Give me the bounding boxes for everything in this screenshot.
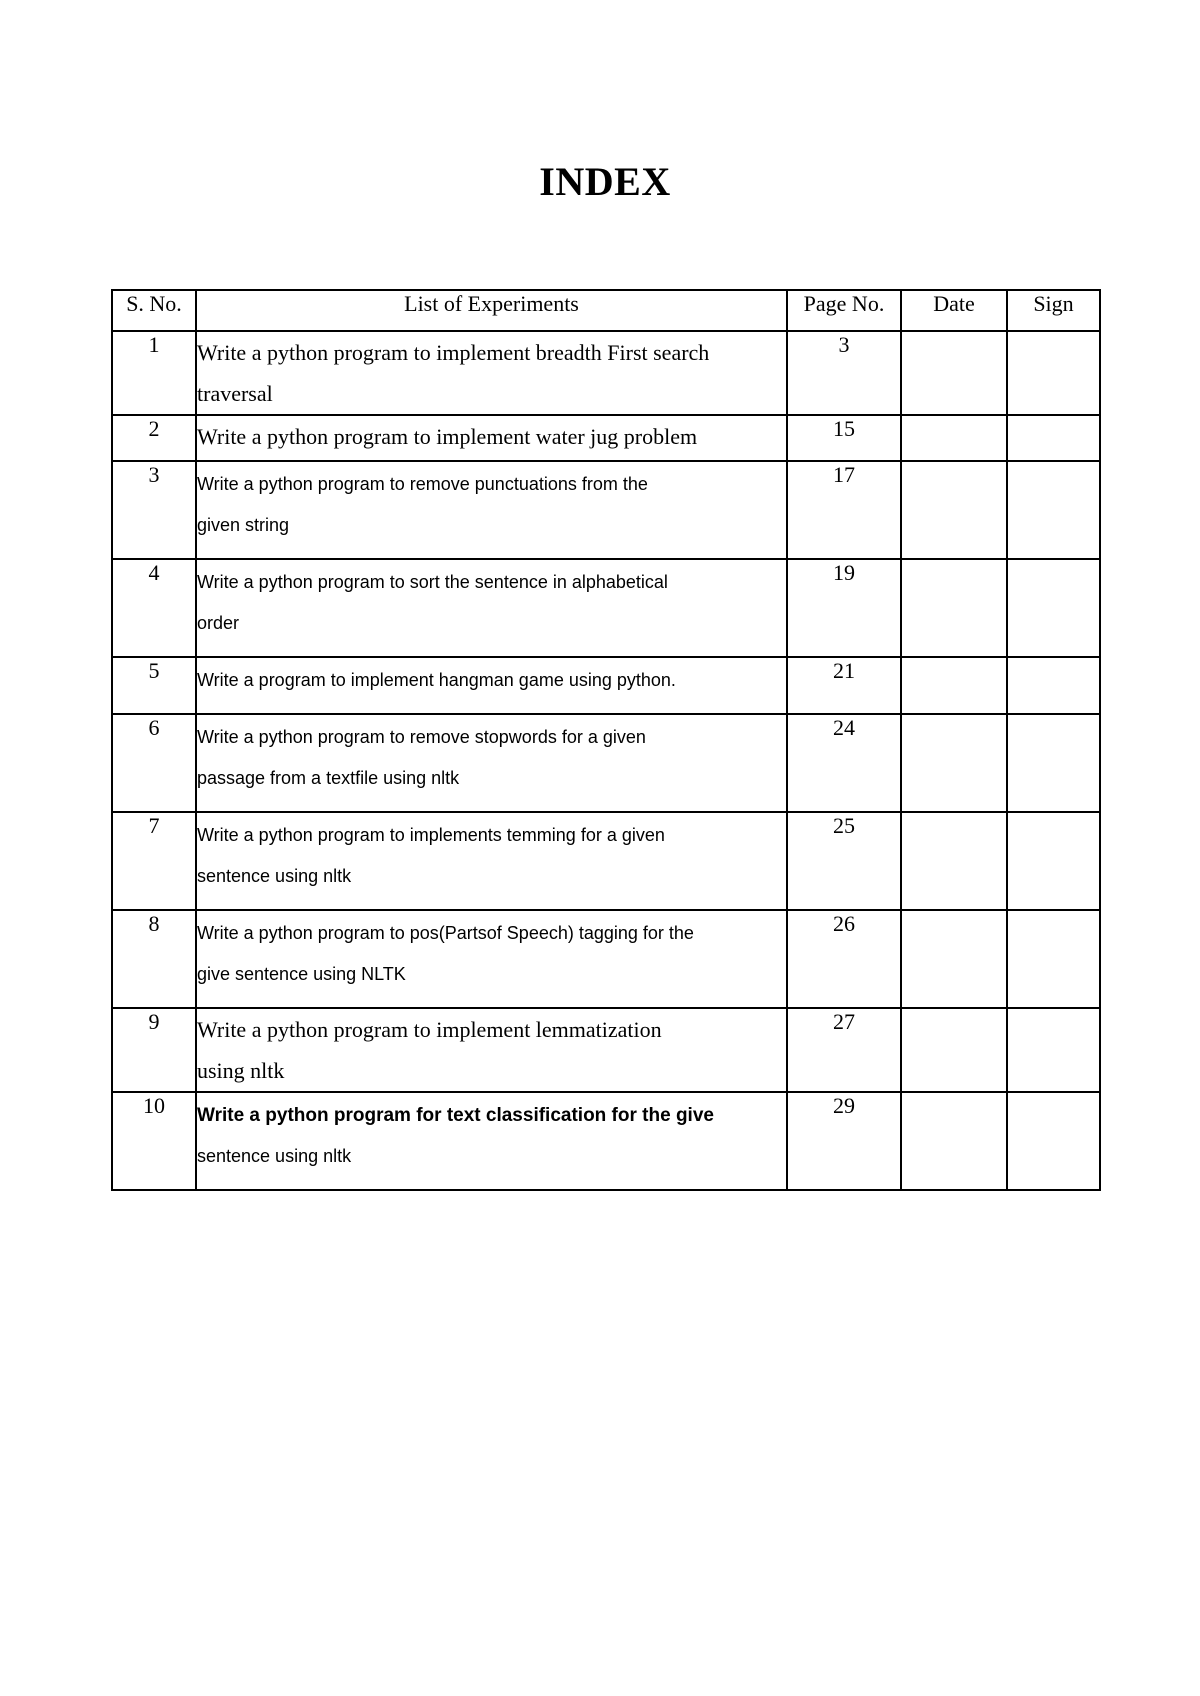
experiment-line: order <box>197 613 240 633</box>
row-experiment <box>196 910 787 1008</box>
experiment-line: Write a python program to remove punctuations from the <box>197 474 648 494</box>
row-page-no: 15 <box>787 415 901 461</box>
row-experiment <box>196 559 787 657</box>
row-page-no: 19 <box>787 559 901 657</box>
row-sign[interactable] <box>1007 714 1100 812</box>
row-page-no: 21 <box>787 657 901 714</box>
experiment-line: passage from a textfile using nltk <box>197 768 460 788</box>
table-row <box>112 812 1100 910</box>
row-experiment <box>196 415 787 461</box>
row-sno: 6 <box>112 714 196 812</box>
row-page-no: 3 <box>787 331 901 415</box>
table-header-row <box>112 290 1100 331</box>
row-sno: 7 <box>112 812 196 910</box>
table-row <box>112 714 1100 812</box>
row-date[interactable] <box>901 1092 1007 1190</box>
experiment-line: give sentence using NLTK <box>197 964 406 984</box>
experiment-line: Write a python program to implement breadth First search <box>197 340 710 365</box>
table-row <box>112 415 1100 461</box>
row-experiment <box>196 1092 787 1190</box>
table-row <box>112 331 1100 415</box>
row-page-no: 27 <box>787 1008 901 1092</box>
row-date[interactable] <box>901 910 1007 1008</box>
experiment-line: traversal <box>197 381 273 406</box>
row-sign[interactable] <box>1007 1092 1100 1190</box>
row-sign[interactable] <box>1007 415 1100 461</box>
row-sign[interactable] <box>1007 657 1100 714</box>
row-experiment <box>196 812 787 910</box>
row-date[interactable] <box>901 714 1007 812</box>
row-sno: 1 <box>112 331 196 415</box>
row-experiment <box>196 657 787 714</box>
table-row <box>112 1092 1100 1190</box>
table-row <box>112 657 1100 714</box>
row-experiment <box>196 331 787 415</box>
experiment-line: Write a program to implement hangman game using python. <box>197 670 676 690</box>
row-sno: 2 <box>112 415 196 461</box>
experiment-line: Write a python program to pos(Partsof Speech) tagging for the <box>197 923 694 943</box>
header-experiments: List of Experiments <box>196 290 787 331</box>
header-sno: S. No. <box>112 290 196 331</box>
row-experiment <box>196 1008 787 1092</box>
row-page-no: 25 <box>787 812 901 910</box>
experiment-line: Write a python program to implement water jug problem <box>197 424 698 449</box>
row-sign[interactable] <box>1007 910 1100 1008</box>
header-page-no: Page No. <box>787 290 901 331</box>
row-page-no: 24 <box>787 714 901 812</box>
row-sno: 3 <box>112 461 196 559</box>
experiment-line: Write a python program for text classification for the give <box>197 1105 714 1126</box>
page-title: INDEX <box>539 159 671 204</box>
row-sno: 5 <box>112 657 196 714</box>
header-sign: Sign <box>1007 290 1100 331</box>
row-page-no: 26 <box>787 910 901 1008</box>
row-date[interactable] <box>901 1008 1007 1092</box>
index-table <box>111 289 1101 1191</box>
row-date[interactable] <box>901 812 1007 910</box>
experiment-line: Write a python program to remove stopwords for a given <box>197 727 646 747</box>
row-page-no: 29 <box>787 1092 901 1190</box>
row-sno: 9 <box>112 1008 196 1092</box>
experiment-line: Write a python program to implement lemmatization <box>197 1017 662 1042</box>
header-date: Date <box>901 290 1007 331</box>
experiment-line: sentence using nltk <box>197 866 352 886</box>
row-date[interactable] <box>901 657 1007 714</box>
row-date[interactable] <box>901 415 1007 461</box>
experiment-line: Write a python program to sort the sentence in alphabetical <box>197 572 668 592</box>
row-sno: 10 <box>112 1092 196 1190</box>
row-date[interactable] <box>901 461 1007 559</box>
experiment-line: using nltk <box>197 1058 285 1083</box>
row-sno: 4 <box>112 559 196 657</box>
row-date[interactable] <box>901 331 1007 415</box>
row-sign[interactable] <box>1007 1008 1100 1092</box>
row-page-no: 17 <box>787 461 901 559</box>
row-sno: 8 <box>112 910 196 1008</box>
table-row <box>112 559 1100 657</box>
row-sign[interactable] <box>1007 812 1100 910</box>
row-experiment <box>196 461 787 559</box>
row-sign[interactable] <box>1007 331 1100 415</box>
table-row <box>112 1008 1100 1092</box>
row-date[interactable] <box>901 559 1007 657</box>
table-row <box>112 910 1100 1008</box>
row-experiment <box>196 714 787 812</box>
experiment-line: Write a python program to implements temming for a given <box>197 825 665 845</box>
row-sign[interactable] <box>1007 559 1100 657</box>
experiment-line: given string <box>197 515 290 535</box>
row-sign[interactable] <box>1007 461 1100 559</box>
experiment-line: sentence using nltk <box>197 1146 352 1166</box>
table-row <box>112 461 1100 559</box>
